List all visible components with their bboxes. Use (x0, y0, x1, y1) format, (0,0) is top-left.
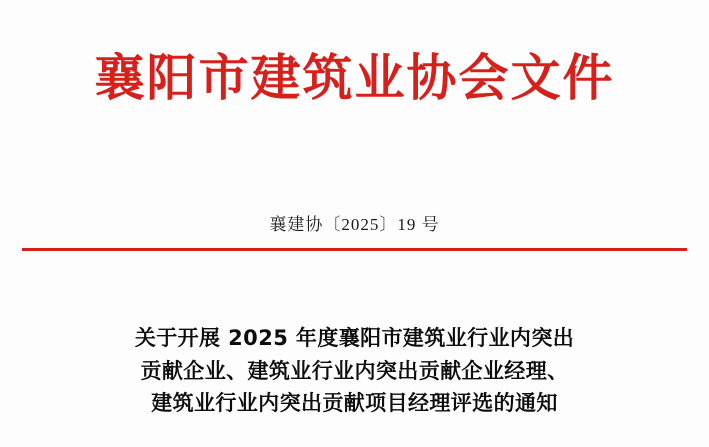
document-title (62, 322, 647, 420)
document-masthead-title: 襄阳市建筑业协会文件 (94, 48, 615, 107)
red-divider-rule (22, 248, 687, 251)
document-title-line-1: 关于开展 2025 年度襄阳市建筑业行业内突出 (134, 326, 575, 350)
document-title-line-3: 建筑业行业内突出贡献项目经理评选的通知 (151, 391, 558, 416)
document-number: 襄建协〔2025〕19 号 (269, 215, 440, 234)
document-title-line-2: 贡献企业、建筑业行业内突出贡献企业经理、 (140, 358, 569, 383)
